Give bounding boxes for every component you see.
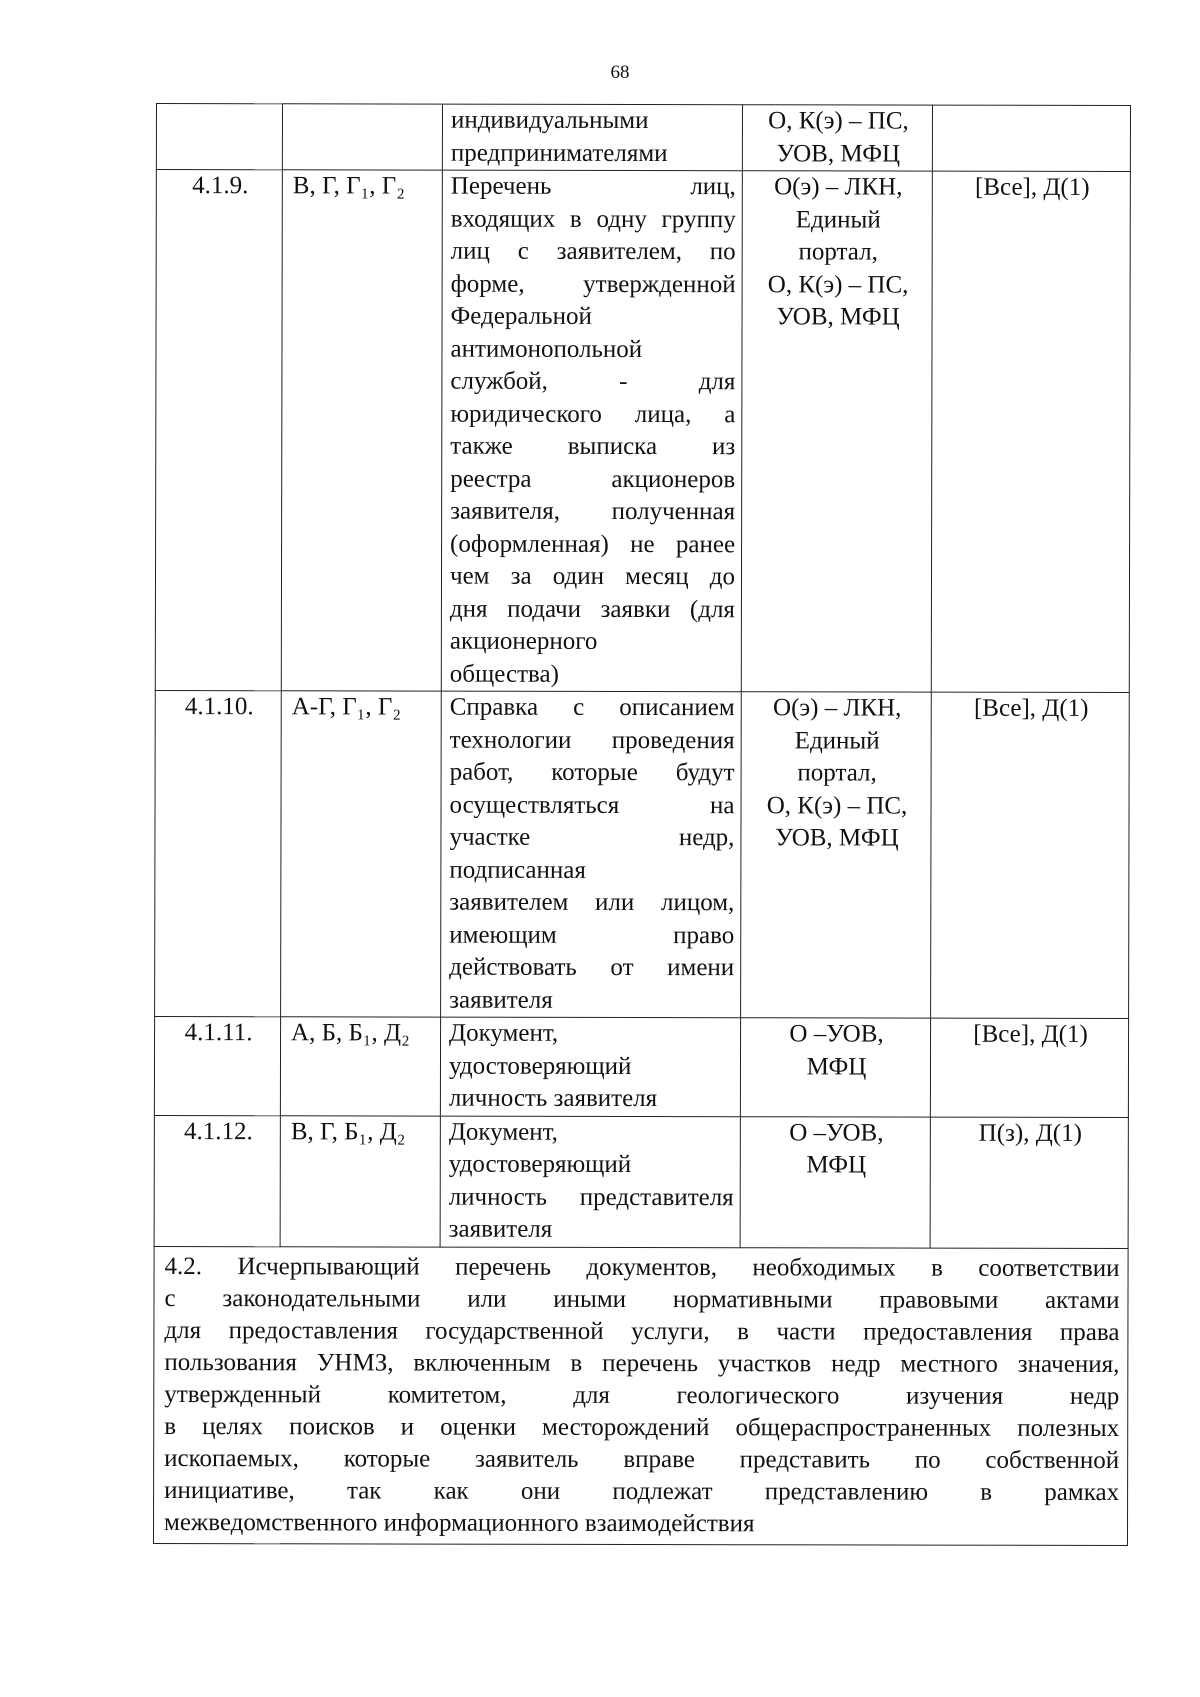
submission-method-line: О, К(э) – ПС, — [767, 270, 909, 299]
submission-method-cell — [740, 1018, 930, 1117]
submission-method-line: УОВ, МФЦ — [775, 824, 899, 852]
document-description-line: удостоверяющий — [448, 1150, 632, 1178]
submission-method-line: МФЦ — [806, 1052, 867, 1080]
document-description-line: заявителем или лицом, — [449, 888, 735, 917]
document-description-line: общества) — [449, 660, 559, 688]
submission-method-line: Единый — [794, 726, 880, 755]
document-description-line: подписанная — [449, 856, 586, 884]
table-row — [155, 690, 1130, 1018]
document-description-line: (оформленная) не ранее — [450, 530, 736, 558]
table-row — [154, 1115, 1128, 1248]
document-description-line: заявителя — [448, 1215, 553, 1243]
submission-method-cell — [741, 692, 932, 1018]
submission-method-cell — [741, 171, 932, 692]
submission-method-line: портал, — [798, 238, 878, 266]
document-description-line: заявителя — [449, 986, 553, 1014]
document-description-line: участке недр, — [449, 823, 735, 852]
section-4-2-heading — [153, 1246, 1128, 1545]
submission-method-line: МФЦ — [806, 1151, 867, 1179]
applicant-category-cell: В, Г, Б₁, Д₂ — [280, 1115, 440, 1246]
document-description-line: заявителя, полученная — [450, 497, 736, 526]
document-description-line: личность заявителя — [448, 1084, 658, 1113]
document-description-line: имеющим право — [449, 921, 735, 949]
note-cell: [Все], Д(1) — [931, 692, 1130, 1018]
document-description-line: чем за один месяц до — [449, 562, 736, 591]
document-description-line: акционерного — [449, 627, 598, 655]
documents-table — [153, 103, 1131, 1546]
table-row — [154, 1016, 1128, 1117]
note-cell: [Все], Д(1) — [931, 171, 1130, 692]
document-description-cell — [440, 1116, 740, 1248]
document-description-line: осуществляться на — [449, 791, 735, 819]
table-row — [156, 104, 1130, 172]
section-4-2-line: с законодательными или иными нормативными правовыми актами — [164, 1284, 1120, 1314]
document-description-line: работ, которые будут — [449, 758, 735, 787]
submission-method-line: О, К(э) – ПС, — [766, 791, 908, 820]
document-description-line: антимонопольной — [450, 335, 643, 363]
section-4-2-line: инициативе, так как они подлежат представлению в рамках — [164, 1476, 1120, 1506]
document-description-cell — [442, 104, 742, 171]
document-description-line: службой, - для — [450, 367, 736, 396]
document-description-line: Федеральной — [450, 302, 592, 330]
section-4-2-line: в целях поисков и оценки месторождений общераспространенных полезных — [164, 1412, 1120, 1442]
document-description-line: удостоверяющий — [448, 1052, 632, 1080]
item-number-cell: 4.1.12. — [154, 1115, 280, 1246]
document-description-line: лиц с заявителем, по — [450, 237, 736, 266]
note-cell: П(з), Д(1) — [930, 1117, 1128, 1248]
section-4-2-line: межведомственного информационного взаимодействия — [163, 1508, 755, 1537]
note-cell — [932, 105, 1130, 171]
document-description-line: Документ, — [448, 1118, 558, 1146]
submission-method-cell — [740, 1116, 930, 1247]
note-cell: [Все], Д(1) — [930, 1018, 1128, 1117]
submission-method-line: О(э) – ЛКН, — [773, 694, 902, 722]
submission-method-line: О –УОВ, — [789, 1118, 884, 1147]
document-description-cell — [440, 1017, 740, 1116]
submission-method-line: УОВ, МФЦ — [776, 303, 900, 331]
submission-method-cell — [742, 105, 932, 171]
item-number-cell: 4.1.9. — [155, 170, 282, 691]
document-description-line: юридического лица, а — [450, 400, 736, 428]
section-4-2-line: для предоставления государственной услуги, в части предоставления права — [164, 1316, 1120, 1346]
item-number-cell: 4.1.10. — [155, 690, 282, 1016]
section-4-2-row — [153, 1246, 1128, 1545]
submission-method-line: Единый — [795, 205, 881, 234]
applicant-category-cell: В, Г, Г₁, Г₂ — [281, 170, 442, 691]
section-4-2-line: 4.2. Исчерпывающий перечень документов, необходимых в соответствии — [164, 1252, 1120, 1282]
applicant-category-cell — [282, 104, 442, 170]
document-description-line: технологии проведения — [449, 726, 735, 754]
documents-table-body — [153, 104, 1130, 1546]
document-description-line: Документ, — [449, 1019, 559, 1047]
document-description-line: индивидуальными — [450, 106, 649, 135]
item-number-cell: 4.1.11. — [154, 1016, 280, 1115]
document-description-line: личность представителя — [448, 1183, 734, 1211]
section-4-2-line: пользования УНМЗ, включенным в перечень участков недр местного значения, — [164, 1348, 1120, 1378]
document-description-line: дня подачи заявки (для — [449, 595, 735, 623]
applicant-category-cell: А-Г, Г₁, Г₂ — [281, 691, 442, 1017]
section-4-2-line: утвержденный комитетом, для геологического изучения недр — [164, 1380, 1120, 1410]
submission-method-line: УОВ, МФЦ — [776, 139, 901, 168]
document-description-line: реестра акционеров — [450, 465, 736, 493]
document-description-cell — [441, 170, 742, 692]
document-description-line: входящих в одну группу — [450, 205, 736, 233]
document-description-line: предпринимателями — [450, 139, 668, 167]
table-row — [155, 170, 1130, 693]
document-description-line: Перечень лиц, — [450, 172, 736, 201]
submission-method-line: О –УОВ, — [789, 1020, 884, 1048]
document-description-line: действовать от имени — [449, 953, 735, 982]
submission-method-line: О(э) – ЛКН, — [774, 173, 903, 201]
submission-method-line: О, К(э) – ПС, — [768, 107, 909, 135]
document-description-line: форме, утвержденной — [450, 270, 736, 298]
document-description-line: также выписка из — [450, 432, 736, 461]
section-4-2-line: ископаемых, которые заявитель вправе представить по собственной — [164, 1444, 1120, 1474]
submission-method-line: портал, — [797, 759, 877, 787]
document-description-cell — [441, 691, 742, 1018]
item-number-cell — [156, 104, 282, 170]
applicant-category-cell: А, Б, Б₁, Д₂ — [280, 1017, 440, 1116]
page-number: 68 — [610, 62, 630, 83]
document-description-line: Справка с описанием — [449, 693, 735, 722]
